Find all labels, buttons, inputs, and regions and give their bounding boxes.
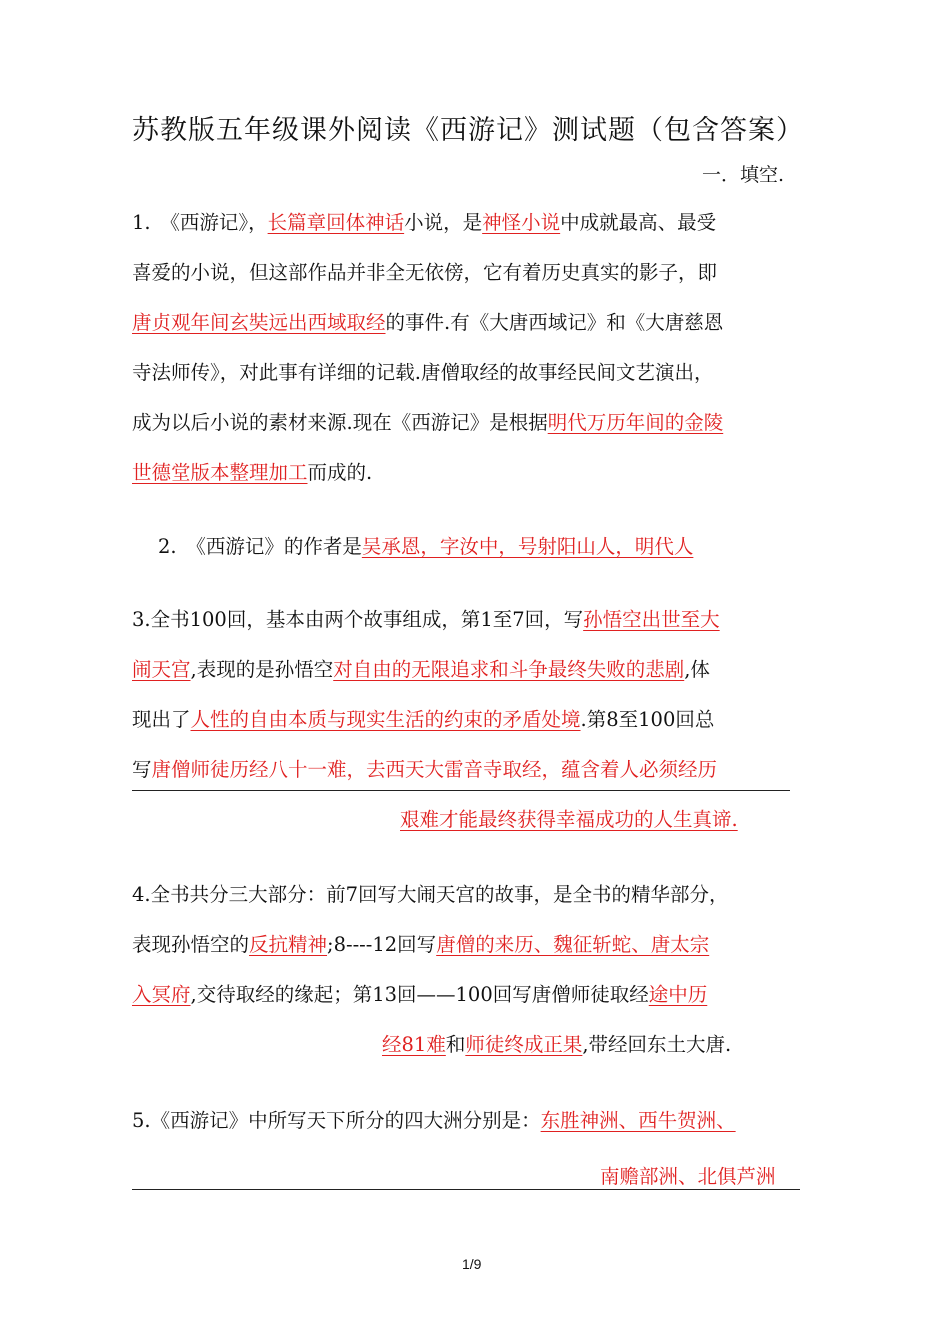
q1-line-3: 唐贞观年间玄奘远出西域取经的事件.有《大唐西域记》和《大唐慈恩: [132, 311, 724, 334]
answer: 长篇章回体神话: [267, 211, 405, 234]
answer: 明代万历年间的金陵: [547, 411, 724, 434]
answer: 途中历: [648, 983, 708, 1006]
answer: 人性的自由本质与现实生活的约束的矛盾处境: [190, 708, 581, 731]
q3-line-5: [400, 805, 738, 835]
q3-line-2: 闹天宫,表现的是孙悟空对自由的无限追求和斗争最终失败的悲剧,体: [132, 658, 710, 681]
answer: 东胜神洲、西牛贺洲、: [540, 1109, 736, 1132]
q4-line-4: 经81难和师徒终成正果,带经回东土大唐.: [382, 1033, 732, 1056]
q4-line-3: 入冥府,交待取经的缘起；第13回——100回写唐僧师徒取经途中历: [132, 983, 708, 1006]
page-number: 1/9: [462, 1256, 482, 1272]
answer: 世德堂版本整理加工: [132, 461, 308, 484]
q1-line-4: 寺法师传》，对此事有详细的记载.唐僧取经的故事经民间文艺演出，: [132, 361, 714, 384]
q1-line-5: 成为以后小说的素材来源.现在《西游记》是根据明代万历年间的金陵: [132, 411, 724, 434]
answer: 师徒终成正果: [465, 1033, 583, 1056]
answer: 反抗精神: [249, 933, 328, 956]
q5-line-1: 5.《西游记》中所写天下所分的四大洲分别是：东胜神洲、西牛贺洲、: [132, 1109, 736, 1132]
q3-line-1: 3.全书100回，基本由两个故事组成，第1至7回，写孙悟空出世至大: [132, 608, 720, 631]
answer: 入冥府: [132, 983, 191, 1006]
answer: 经81难: [382, 1033, 446, 1056]
answer-underline: [132, 790, 790, 791]
answer: 孙悟空出世至大: [583, 608, 720, 631]
section-heading: 一．填空.: [702, 164, 785, 186]
answer: 对自由的无限追求和斗争最终失败的悲剧: [333, 658, 685, 681]
answer: 唐贞观年间玄奘远出西域取经: [132, 311, 386, 334]
q2-line-1: 2. 《西游记》的作者是吴承恩，字汝中，号射阳山人，明代人: [158, 535, 694, 558]
answer: 吴承恩，字汝中，号射阳山人，明代人: [361, 535, 694, 558]
q1-line-1: 1. 《西游记》，长篇章回体神话小说，是神怪小说中成就最高、最受: [132, 211, 717, 234]
q5-line-2: [600, 1162, 776, 1192]
answer: 神怪小说: [482, 211, 561, 234]
page-title: 苏教版五年级课外阅读《西游记》测试题（包含答案）: [132, 115, 804, 146]
q3-line-4: 写唐僧师徒历经八十一难，去西天大雷音寺取经，蕴含着人必须经历: [132, 758, 718, 781]
q4-line-2: 表现孙悟空的反抗精神;8----12回写唐僧的来历、魏征斩蛇、唐太宗: [132, 933, 710, 956]
q3-line-3: 现出了人性的自由本质与现实生活的约束的矛盾处境.第8至100回总: [132, 708, 715, 731]
answer-underline: [132, 1189, 800, 1190]
answer: 南赡部洲、北俱芦洲: [600, 1165, 776, 1188]
answer: 闹天宫: [132, 658, 191, 681]
q1-line-2: 喜爱的小说，但这部作品并非全无依傍，它有着历史真实的影子，即: [132, 261, 718, 284]
answer: 唐僧师徒历经八十一难，去西天大雷音寺取经，蕴含着人必须经历: [151, 758, 718, 781]
q1-line-6: 世德堂版本整理加工而成的.: [132, 461, 373, 484]
answer: 艰难才能最终获得幸福成功的人生真谛.: [400, 808, 738, 831]
answer: 唐僧的来历、魏征斩蛇、唐太宗: [436, 933, 710, 956]
q4-line-1: 4.全书共分三大部分：前7回写大闹天宫的故事，是全书的精华部分，: [132, 883, 729, 906]
